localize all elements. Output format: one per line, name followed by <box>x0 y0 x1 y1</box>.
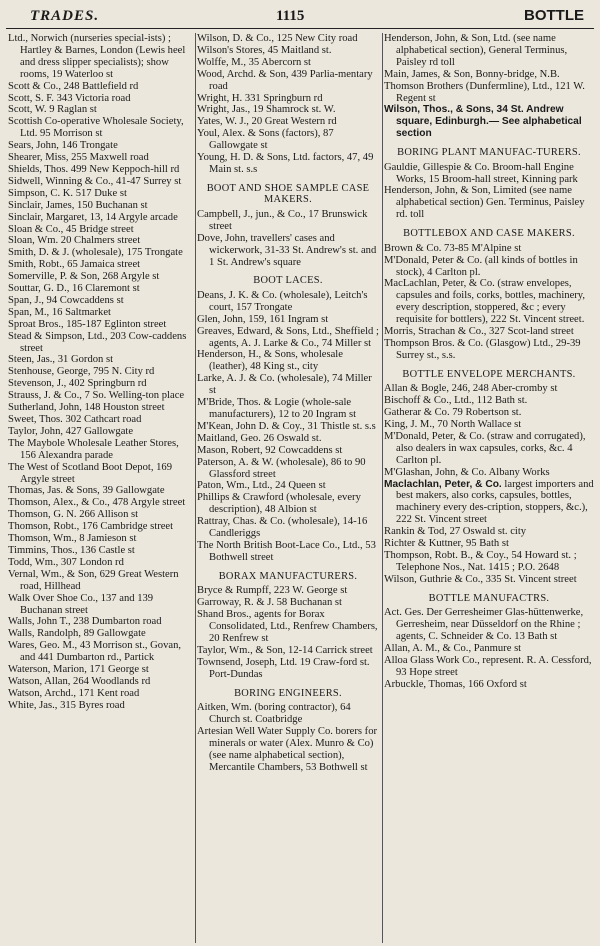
section-heading: BOTTLE MANUFACTRS. <box>428 592 550 604</box>
directory-entry: Stevenson, J., 402 Springburn rd <box>8 378 147 390</box>
directory-entry: Sutherland, John, 148 Houston street <box>8 402 165 414</box>
column-divider <box>195 33 196 943</box>
directory-entry: Alloa Glass Work Co., represent. R. A. Cessford, 93 Hope street <box>384 654 592 678</box>
directory-entry: Gatherar & Co. 79 Robertson st. <box>384 407 522 419</box>
page-number: 1115 <box>276 8 305 24</box>
section-heading: BOOT LACES. <box>253 275 323 287</box>
directory-entry: Wilson's Stores, 45 Maitland st. <box>197 44 332 56</box>
directory-entry: Wright, Jas., 19 Shamrock st. W. <box>197 104 336 116</box>
directory-entry: M'Kean, John D. & Coy., 31 Thistle st. s.s <box>197 420 376 432</box>
directory-entry: Shand Bros., agents for Borax Consolidated, Ltd., Renfrew Chambers, 20 Renfrew st <box>197 609 378 644</box>
directory-entry-bold: Wilson, Thos., & Sons, 34 St. Andrew square, Edinburgh.— See alphabetical section <box>384 104 582 140</box>
directory-entry: Act. Ges. Der Gerresheimer Glas-hüttenwerke, Gerresheim, near Düsseldorf on the Rhine ; agents, C. Schneider & Co. 13 Bath st <box>384 607 584 642</box>
directory-entry: Wilson, Guthrie & Co., 335 St. Vincent street <box>384 573 577 585</box>
directory-entry: Walls, John T., 238 Dumbarton road <box>8 616 162 628</box>
directory-entry: Allan, A. M., & Co., Panmure st <box>384 642 522 654</box>
directory-entry: Wood, Archd. & Son, 439 Parlia-mentary road <box>197 68 373 92</box>
directory-entry: Wolffe, M., 35 Abercorn st <box>197 56 311 68</box>
directory-entry: Scottish Co-operative Wholesale Society, Ltd. 95 Morrison st <box>8 116 184 140</box>
directory-entry: Ltd., Norwich (nurseries special-ists) ; Hartley & Barnes, London (Lewis heel and dress slipper specialists); show rooms, 19 Waterloo st <box>8 33 186 80</box>
directory-entry: Bryce & Rumpff, 223 W. George st <box>197 585 348 597</box>
directory-entry: Sinclair, Margaret, 13, 14 Argyle arcade <box>8 211 178 223</box>
directory-entry: King, J. M., 70 North Wallace st <box>384 418 522 430</box>
directory-entry: Youl, Alex. & Sons (factors), 87 Gallowgate st <box>197 128 334 152</box>
directory-entry <box>384 479 594 527</box>
directory-entry: Sidwell, Winning & Co., 41-47 Surrey st <box>8 175 182 187</box>
directory-entry: MacLachlan, Peter, & Co. (straw envelopes, capsules and foils, corks, bottles, machinery, every description, stoppered, &c ; every requisite for bottlers), 222 St. Vincent street. <box>384 278 586 326</box>
directory-entry: Shields, Thos. 499 New Keppoch-hill rd <box>8 163 180 175</box>
section-heading: BOTTLE ENVELOPE MERCHANTS. <box>402 368 576 380</box>
directory-entry: Sproat Bros., 185-187 Eglinton street <box>8 318 167 330</box>
directory-entry: Young, H. D. & Sons, Ltd. factors, 47, 49 Main st. s.s <box>197 152 374 175</box>
columns <box>8 33 594 945</box>
directory-entry: Dove, John, travellers' cases and wickerwork, 31-33 St. Andrew's st. and 1 St. Andrew's square <box>197 232 377 268</box>
directory-entry: Allan & Bogle, 246, 248 Aber-cromby st <box>384 383 558 395</box>
directory-entry: Thomson, Alex., & Co., 478 Argyle street <box>8 497 186 509</box>
directory-entry: Scott & Co., 248 Battlefield rd <box>8 80 139 92</box>
directory-entry: Sweet, Thos. 302 Cathcart road <box>8 414 142 425</box>
directory-entry: Main, James, & Son, Bonny-bridge, N.B. <box>384 68 560 80</box>
directory-entry: Simpson, C. K. 517 Duke st <box>8 187 127 199</box>
section-heading: BORING PLANT MANUFAC-TURERS. <box>397 147 581 159</box>
directory-entry: Rankin & Tod, 27 Oswald st. city <box>384 526 527 538</box>
column-3 <box>384 33 594 945</box>
directory-entry: Souttar, G. D., 16 Claremont st <box>8 283 140 295</box>
section-heading: BOOT AND SHOE SAMPLE CASE MAKERS. <box>206 182 370 206</box>
directory-entry: Thomson, Robt., 176 Cambridge street <box>8 521 174 533</box>
directory-entry: Henderson, John, & Son, Limited (see name alphabetical section) Gen. Terminus, Paisley rd. toll <box>384 185 585 221</box>
directory-entry: Timmins, Thos., 136 Castle st <box>8 544 135 556</box>
directory-entry: The Maybole Wholesale Leather Stores, 156 Alexandra parade <box>8 437 179 461</box>
directory-entry: Steen, Jas., 31 Gordon st <box>8 354 114 366</box>
directory-entry: Yates, W. J., 20 Great Western rd <box>197 116 337 128</box>
directory-entry: Somerville, P. & Son, 268 Argyle st <box>8 271 160 283</box>
column-1 <box>8 33 191 945</box>
entry-bold-name: Maclachlan, Peter, & Co. <box>384 478 502 490</box>
column-divider <box>382 33 383 943</box>
section-heading: BORING ENGINEERS. <box>234 687 342 699</box>
directory-entry: Phillips & Crawford (wholesale, every description), 48 Albion st <box>197 492 361 516</box>
directory-entry: Greaves, Edward, & Sons, Ltd., Sheffield ; agents, A. J. Larke & Co., 74 Miller st <box>197 325 379 349</box>
section-heading: BOTTLEBOX AND CASE MAKERS. <box>403 228 575 240</box>
directory-entry: M'Donald, Peter & Co. (all kinds of bottles in stock), 4 Carlton pl. <box>384 254 578 278</box>
entry-detail: largest importers and best makers, also corks, capsules, bottles, machinery every des-cription, stoppers, &c.), 222 St. Vincent street <box>396 478 594 526</box>
directory-entry: Smith, D. & J. (wholesale), 175 Trongate <box>8 247 183 259</box>
directory-entry: M'Bride, Thos. & Logie (whole-sale manufacturers), 12 to 20 Ingram st <box>197 397 357 420</box>
directory-entry: Aitken, Wm. (boring contractor), 64 Church st. Coatbridge <box>197 702 351 725</box>
directory-entry: Richter & Kuttner, 95 Bath st <box>384 538 509 550</box>
directory-entry: Sloan, Wm. 20 Chalmers street <box>8 235 141 247</box>
directory-entry: Deans, J. K. & Co. (wholesale), Leitch's court, 157 Trongate <box>197 289 368 313</box>
directory-entry: Henderson, John, & Son, Ltd. (see name alphabetical section), General Terminus, Paisley rd toll <box>384 33 568 68</box>
directory-entry: Span, M., 16 Saltmarket <box>8 306 111 318</box>
directory-entry: Scott, W. 9 Raglan st <box>8 104 97 116</box>
directory-entry: Larke, A. J. & Co. (wholesale), 74 Miller st <box>197 373 372 397</box>
directory-entry: Thomson, G. N. 266 Allison st <box>8 509 139 521</box>
directory-entry: Thomson Brothers (Dunfermline), Ltd., 121 W. Regent st <box>384 80 585 104</box>
directory-entry: Paton, Wm., Ltd., 24 Queen st <box>197 480 326 492</box>
directory-entry: Paterson, A. & W. (wholesale), 86 to 90 Glassford street <box>197 456 366 480</box>
directory-entry: The North British Boot-Lace Co., Ltd., 53 Bothwell street <box>197 539 376 563</box>
directory-entry: Townsend, Joseph, Ltd. 19 Craw-ford st. Port-Dundas <box>197 656 370 680</box>
section-heading: BORAX MANUFACTURERS. <box>218 570 358 582</box>
directory-entry: Scott, S. F. 343 Victoria road <box>8 92 131 104</box>
directory-entry: Watson, Allan, 264 Woodlands rd <box>8 675 151 687</box>
directory-entry: Mason, Robert, 92 Cowcaddens st <box>197 444 343 456</box>
directory-entry: Sinclair, James, 150 Buchanan st <box>8 199 148 211</box>
directory-entry: Watson, Archd., 171 Kent road <box>8 687 140 699</box>
directory-entry: Strauss, J. & Co., 7 So. Welling-ton place <box>8 390 185 402</box>
section-title: TRADES. <box>30 8 100 24</box>
directory-entry: Todd, Wm., 307 London rd <box>8 556 124 568</box>
directory-entry: The West of Scotland Boot Depot, 169 Argyle street <box>8 461 173 485</box>
directory-entry: Thomson, Wm., 8 Jamieson st <box>8 533 137 545</box>
directory-entry: Smith, Robt., 65 Jamaica street <box>8 259 141 271</box>
directory-entry: Sears, John, 146 Trongate <box>8 140 118 152</box>
directory-entry: Stead & Simpson, Ltd., 203 Cow-caddens street <box>8 330 187 354</box>
topic-keyword: BOTTLE <box>524 7 584 24</box>
directory-entry: Thompson Bros. & Co. (Glasgow) Ltd., 29-39 Surrey st., s.s. <box>384 337 581 361</box>
directory-entry: Glen, John, 159, 161 Ingram st <box>197 313 329 325</box>
directory-entry: Wright, H. 331 Springburn rd <box>197 92 323 104</box>
directory-entry: Morris, Strachan & Co., 327 Scot-land street <box>384 326 574 338</box>
page-header <box>6 6 594 29</box>
directory-entry: Shearer, Miss, 255 Maxwell road <box>8 152 149 164</box>
directory-entry: Bischoff & Co., Ltd., 112 Bath st. <box>384 395 528 407</box>
directory-entry: Arbuckle, Thomas, 166 Oxford st <box>384 678 527 690</box>
directory-entry: Stenhouse, George, 795 N. City rd <box>8 366 155 378</box>
directory-entry: Garroway, R. & J. 58 Buchanan st <box>197 597 342 609</box>
directory-entry: M'Glashan, John, & Co. Albany Works <box>384 466 550 478</box>
directory-entry: Maitland, Geo. 26 Oswald st. <box>197 432 322 444</box>
directory-entry: Campbell, J., jun., & Co., 17 Brunswick street <box>197 208 368 232</box>
directory-entry: Walk Over Shoe Co., 137 and 139 Buchanan street <box>8 592 154 616</box>
directory-entry: White, Jas., 315 Byres road <box>8 699 125 711</box>
directory-entry: Wares, Geo. M., 43 Morrison st., Govan, and 441 Dumbarton rd., Partick <box>8 640 182 664</box>
directory-entry: Wilson, D. & Co., 125 New City road <box>197 33 358 44</box>
directory-entry: Vernal, Wm., & Son, 629 Great Western road, Hillhead <box>8 568 179 592</box>
directory-entry: Artesian Well Water Supply Co. borers for minerals or water (Alex. Munro & Co) (see name alphabetical section), Mercantile Chambers, 53 Bothwell st <box>197 725 378 773</box>
directory-entry: Span, J., 94 Cowcaddens st <box>8 294 124 306</box>
directory-entry: Sloan & Co., 45 Bridge street <box>8 223 134 235</box>
directory-entry: Thomas, Jas. & Sons, 39 Gallowgate <box>8 485 165 497</box>
directory-entry: Waterson, Marion, 171 George st <box>8 664 149 676</box>
directory-entry: Thompson, Robt. B., & Coy., 54 Howard st. ; Telephone Nos., Nat. 1415 ; P.O. 2648 <box>384 549 577 573</box>
column-2 <box>197 33 379 945</box>
directory-entry: Rattray, Chas. & Co. (wholesale), 14-16 Candleriggs <box>197 516 368 540</box>
directory-entry: Taylor, Wm., & Son, 12-14 Carrick street <box>197 644 373 656</box>
directory-entry: Walls, Randolph, 89 Gallowgate <box>8 628 146 640</box>
directory-entry: Henderson, H., & Sons, wholesale (leather), 48 King st., city <box>197 349 343 373</box>
directory-entry: Taylor, John, 427 Gallowgate <box>8 425 134 437</box>
directory-entry: Brown & Co. 73-85 M'Alpine st <box>384 242 522 254</box>
directory-entry: Gauldie, Gillespie & Co. Broom-hall Engine Works, 15 Broom-hall street, Kinning park <box>384 161 578 185</box>
directory-entry: M'Donald, Peter, & Co. (straw and corrugated), also dealers in wax capsules, corks, &c. 4 Carlton pl. <box>384 430 586 466</box>
